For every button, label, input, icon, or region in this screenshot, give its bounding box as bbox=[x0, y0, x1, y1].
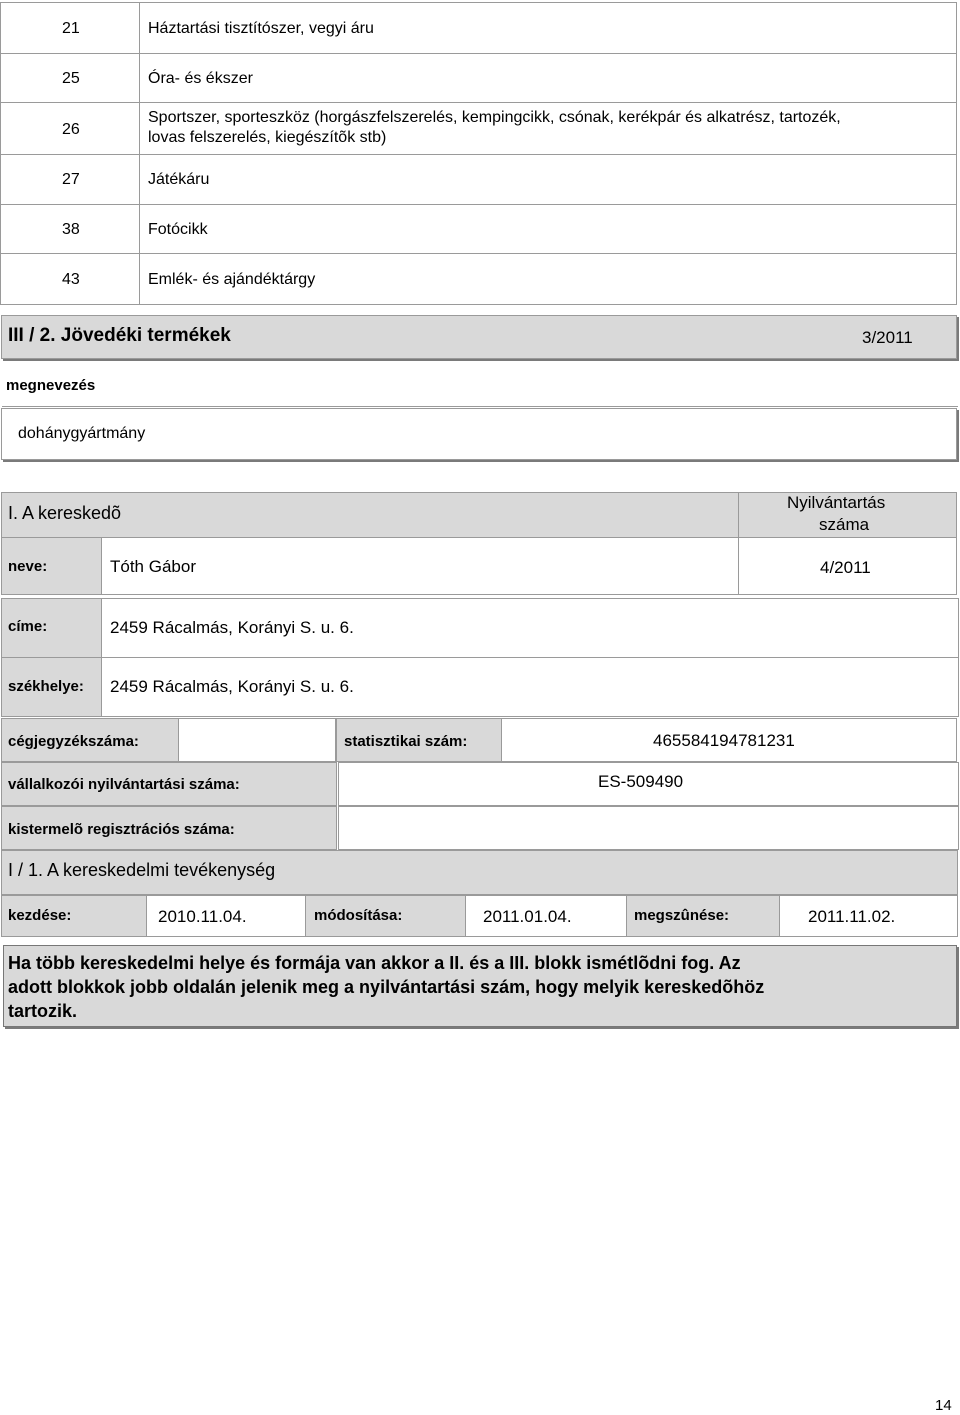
trader-reg-number: 4/2011 bbox=[820, 558, 871, 577]
row-text-line1: Sportszer, sporteszköz (horgászfelszerelés, kempingcikk, csónak, kerékpár és alkatrész, tartozék, bbox=[148, 109, 841, 126]
mod-value: 2011.01.04. bbox=[483, 907, 572, 926]
excise-name-label: megnevezés bbox=[6, 377, 96, 394]
start-value: 2010.11.04. bbox=[158, 907, 247, 926]
trader-address: 2459 Rácalmás, Korányi S. u. 6. bbox=[110, 618, 354, 637]
row-text: Háztartási tisztítószer, vegyi áru bbox=[148, 20, 374, 37]
trader-seat: 2459 Rácalmás, Korányi S. u. 6. bbox=[110, 677, 354, 696]
excise-item: dohánygyártmány bbox=[18, 425, 146, 442]
smallproducer-value-cell bbox=[338, 806, 959, 850]
row-text: Játékáru bbox=[148, 171, 210, 188]
stat-value: 465584194781231 bbox=[653, 731, 795, 750]
trader-reg-header-line1: Nyilvántartás bbox=[787, 493, 886, 512]
trader-reg-header-line2: száma bbox=[819, 515, 870, 534]
excise-reg-number: 3/2011 bbox=[862, 328, 913, 347]
row-text: Fotócikk bbox=[148, 221, 208, 238]
excise-section-title: III / 2. Jövedéki termékek bbox=[8, 325, 231, 346]
stat-label: statisztikai szám: bbox=[344, 733, 468, 750]
name-label: neve: bbox=[8, 558, 48, 575]
page-number: 14 bbox=[935, 1397, 952, 1414]
smallproducer-label: kistermelõ regisztrációs száma: bbox=[8, 821, 235, 838]
table-row bbox=[139, 154, 957, 205]
table-row bbox=[139, 53, 957, 103]
note-line-3: tartozik. bbox=[8, 1001, 78, 1021]
row-number: 43 bbox=[62, 271, 80, 288]
row-number: 21 bbox=[62, 20, 80, 37]
address-label: címe: bbox=[8, 618, 48, 635]
table-row bbox=[139, 204, 957, 254]
note-line-2: adott blokkok jobb oldalán jelenik meg a nyilvántartási szám, hogy melyik kereskedõhöz bbox=[8, 977, 765, 997]
row-number: 25 bbox=[62, 70, 80, 87]
row-number: 26 bbox=[62, 121, 80, 138]
end-value: 2011.11.02. bbox=[808, 907, 896, 926]
name-value-cell bbox=[101, 537, 739, 595]
entrepreneur-label: vállalkozói nyilvántartási száma: bbox=[8, 776, 240, 793]
company-reg-label: cégjegyzékszáma: bbox=[8, 733, 139, 750]
trader-name: Tóth Gábor bbox=[110, 557, 196, 576]
activity-section-title: I / 1. A kereskedelmi tevékenység bbox=[8, 860, 276, 880]
mod-label: módosítása: bbox=[314, 907, 403, 924]
company-reg-value-cell bbox=[178, 718, 336, 762]
row-text: Emlék- és ajándéktárgy bbox=[148, 271, 316, 288]
row-text-line2: lovas felszerelés, kiegészítõk stb) bbox=[148, 129, 387, 146]
entrepreneur-value: ES-509490 bbox=[598, 772, 684, 791]
start-label: kezdése: bbox=[8, 907, 72, 924]
seat-label: székhelye: bbox=[8, 678, 84, 695]
row-number: 38 bbox=[62, 221, 80, 238]
note-line-1: Ha több kereskedelmi helye és formája van akkor a II. és a III. blokk ismétlõdni fog. Az bbox=[8, 953, 741, 973]
row-number: 27 bbox=[62, 171, 80, 188]
end-label: megszûnése: bbox=[634, 907, 730, 924]
trader-section-title: I. A kereskedõ bbox=[8, 503, 122, 523]
row-text: Óra- és ékszer bbox=[148, 70, 253, 87]
excise-divider bbox=[2, 406, 958, 407]
